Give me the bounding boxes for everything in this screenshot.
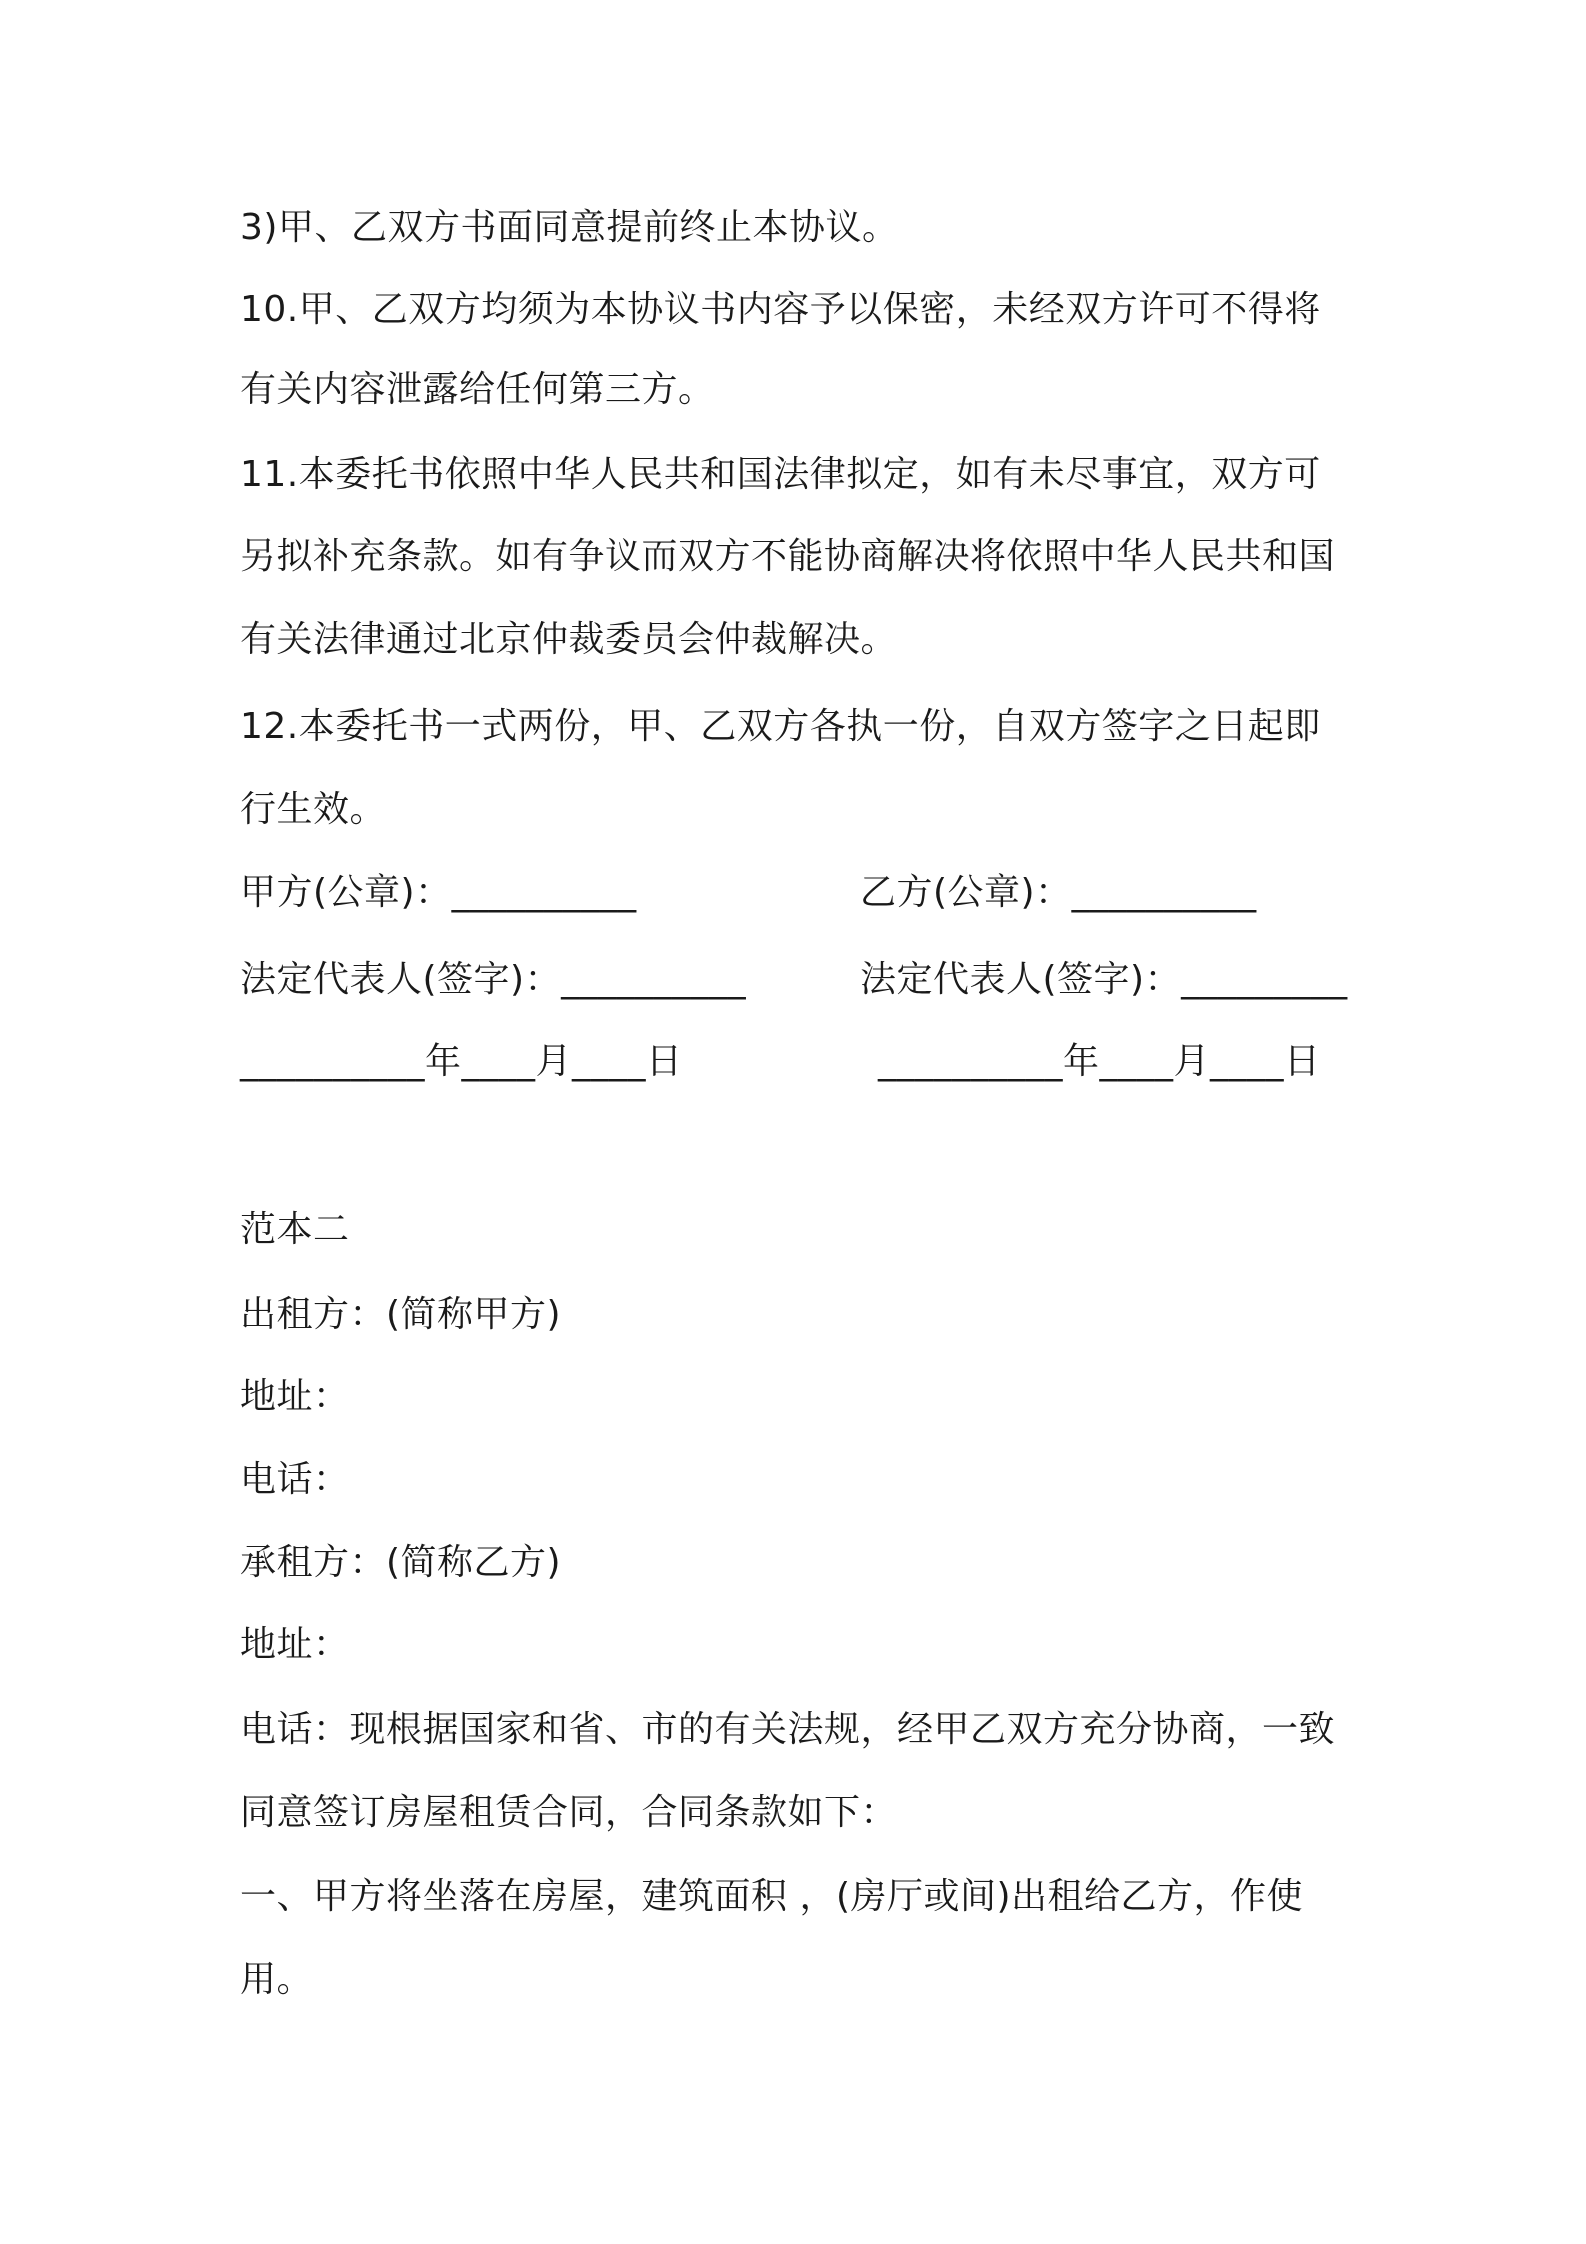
lessee-line: 承租方：(简称乙方) bbox=[240, 1542, 562, 1583]
clause-12-line-1: 12.本委托书一式两份，甲、乙双方各执一份，自双方签字之日起即 bbox=[240, 706, 1321, 747]
clause-1-line-1: 一、甲方将坐落在房屋，建筑面积 ，(房厅或间)出租给乙方，作使 bbox=[240, 1876, 1304, 1917]
lessee-address-line: 地址： bbox=[240, 1624, 350, 1665]
clause-12-line-2: 行生效。 bbox=[240, 789, 387, 830]
intro-continuation-line: 同意签订房屋租赁合同，合同条款如下： bbox=[240, 1792, 898, 1833]
party-a-date-field: __________年____月____日 bbox=[240, 1041, 683, 1082]
clause-11-line-3: 有关法律通过北京仲裁委员会仲裁解决。 bbox=[240, 619, 898, 660]
template-2-heading: 范本二 bbox=[240, 1209, 350, 1250]
lessor-phone-line: 电话： bbox=[240, 1459, 350, 1500]
lessee-phone-intro-line: 电话：现根据国家和省、市的有关法规，经甲乙双方充分协商，一致 bbox=[240, 1709, 1336, 1750]
party-b-representative-field: 法定代表人(签字)：_________ bbox=[860, 959, 1348, 1000]
clause-9-item-3: 3)甲、乙双方书面同意提前终止本协议。 bbox=[240, 207, 899, 248]
lessor-address-line: 地址： bbox=[240, 1376, 350, 1417]
clause-11-line-2: 另拟补充条款。如有争议而双方不能协商解决将依照中华人民共和国 bbox=[240, 536, 1336, 577]
clause-1-line-2: 用。 bbox=[240, 1959, 314, 2000]
clause-10-line-2: 有关内容泄露给任何第三方。 bbox=[240, 369, 715, 410]
party-b-date-field: __________年____月____日 bbox=[878, 1041, 1321, 1082]
party-a-seal-field: 甲方(公章)：__________ bbox=[240, 872, 637, 913]
party-b-seal-field: 乙方(公章)：__________ bbox=[860, 872, 1257, 913]
lessor-line: 出租方：(简称甲方) bbox=[240, 1294, 562, 1335]
clause-10-line-1: 10.甲、乙双方均须为本协议书内容予以保密，未经双方许可不得将 bbox=[240, 289, 1321, 330]
clause-11-line-1: 11.本委托书依照中华人民共和国法律拟定，如有未尽事宜，双方可 bbox=[240, 454, 1321, 495]
party-a-representative-field: 法定代表人(签字)：__________ bbox=[240, 959, 747, 1000]
